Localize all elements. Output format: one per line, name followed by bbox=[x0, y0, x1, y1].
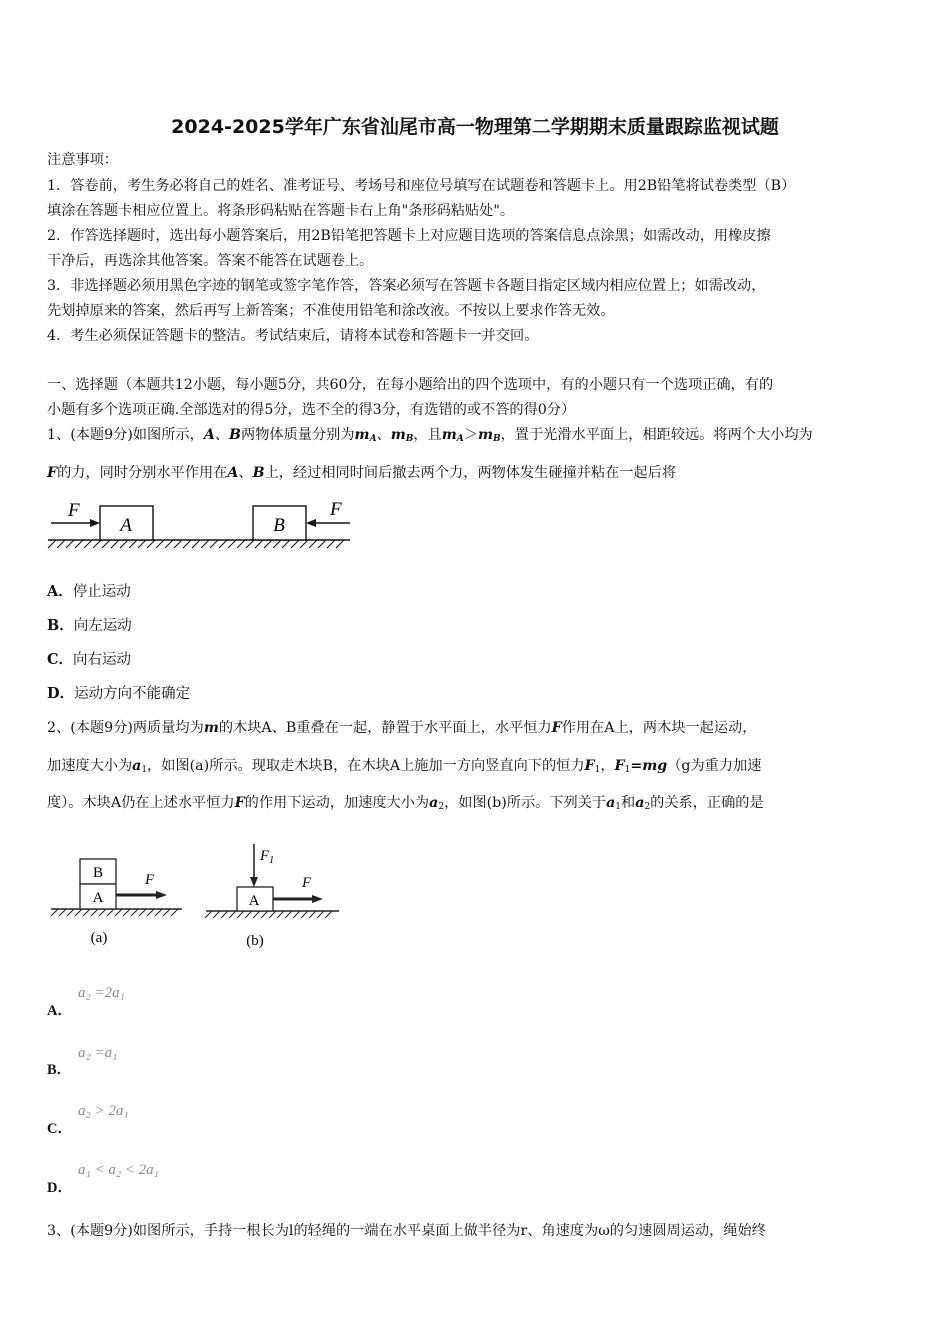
ground-hatch bbox=[115, 909, 122, 916]
ground-hatch bbox=[291, 540, 299, 548]
fig-b-force-label: F bbox=[302, 875, 312, 891]
fig-a-force-label: F bbox=[145, 872, 155, 888]
ground-hatch bbox=[282, 540, 290, 548]
ground-hatch bbox=[129, 540, 137, 548]
ground-hatch bbox=[309, 911, 316, 918]
ground-hatch bbox=[107, 909, 114, 916]
force-label-right: F bbox=[330, 499, 342, 520]
ground-hatch bbox=[111, 540, 119, 548]
q2-option-a-label[interactable]: A． bbox=[47, 1003, 72, 1019]
section-heading: 一、选择题（本题共12小题，每小题5分，共60分，在每小题给出的四个选项中，有的小题只有一个选项正确，有的 bbox=[47, 377, 774, 393]
ground-hatch bbox=[155, 909, 162, 916]
q1-stem-line2: F的力，同时分别水平作用在A、B上，经过相同时间后撤去两个力，两物体发生碰撞并粘在一起后将 bbox=[47, 465, 677, 481]
block-a-label: A bbox=[120, 515, 132, 536]
q3-stem-line1: 3、(本题9分)如图所示，手持一根长为l的轻绳的一端在水平桌面上做半径为r、角速度为ω的匀速圆周运动，绳始终 bbox=[47, 1223, 766, 1239]
q2-figure bbox=[46, 838, 346, 953]
ground-hatch bbox=[205, 911, 212, 918]
ground-hatch bbox=[192, 540, 200, 548]
notice-line: 1．答卷前，考生务必将自己的姓名、准考证号、考场号和座位号填写在试题卷和答题卡上。用2B铅笔将试卷类型（B） bbox=[47, 178, 796, 194]
ground-hatch bbox=[253, 911, 260, 918]
ground-hatch bbox=[147, 540, 155, 548]
ground-hatch bbox=[57, 540, 65, 548]
q2-option-c-label[interactable]: C． bbox=[47, 1121, 72, 1137]
ground-hatch bbox=[210, 540, 218, 548]
q2-stem-line1: 2、(本题9分)两质量均为m的木块A、B重叠在一起，静置于水平面上，水平恒力F作用在A上，两木块一起运动， bbox=[47, 720, 757, 736]
notice-line: 2．作答选择题时，选出每小题答案后，用2B铅笔把答题卡上对应题目选项的答案信息点涂黑；如需改动，用橡皮擦 bbox=[47, 228, 771, 244]
fig-b-caption: (b) bbox=[246, 933, 264, 949]
ground-hatch bbox=[301, 911, 308, 918]
ground-hatch bbox=[84, 540, 92, 548]
notice-line: 先划掉原来的答案，然后再写上新答案；不准使用铅笔和涂改液。不按以上要求作答无效。 bbox=[47, 303, 615, 319]
ground-hatch bbox=[66, 540, 74, 548]
ground-hatch bbox=[264, 540, 272, 548]
ground-hatch bbox=[123, 909, 130, 916]
q1-option-d[interactable]: D．运动方向不能确定 bbox=[47, 685, 191, 702]
notice-line: 3．非选择题必须用黑色字迹的钢笔或签字笔作答，答案必须写在答题卡各题目指定区域内相应位置上；如需改动， bbox=[47, 278, 766, 294]
ground-hatch bbox=[99, 909, 106, 916]
ground-hatch bbox=[221, 911, 228, 918]
ground-hatch bbox=[325, 911, 332, 918]
ground-hatch bbox=[138, 540, 146, 548]
ground-hatch bbox=[171, 909, 178, 916]
ground-hatch bbox=[75, 909, 82, 916]
fig-b-down-label: $F_1$ bbox=[260, 848, 275, 866]
notice-line: 填涂在答题卡相应位置上。将条形码粘贴在答题卡右上角"条形码粘贴处"。 bbox=[47, 203, 515, 219]
ground-hatch bbox=[91, 909, 98, 916]
q1-stem-line1: 1、(本题9分)如图所示，A、B两物体质量分别为$m_A$、$m_B$，且$m_A>m_B$，置于光滑水平面上，相距较远。将两个大小均为 bbox=[47, 427, 813, 444]
ground-hatch bbox=[336, 540, 344, 548]
ground-hatch bbox=[219, 540, 227, 548]
ground-hatch bbox=[293, 911, 300, 918]
ground-hatch bbox=[201, 540, 209, 548]
ground-hatch bbox=[147, 909, 154, 916]
q2-option-b-label[interactable]: B． bbox=[47, 1062, 72, 1078]
ground-hatch bbox=[318, 540, 326, 548]
ground-hatch bbox=[156, 540, 164, 548]
ground-hatch bbox=[183, 540, 191, 548]
q1-figure bbox=[46, 495, 356, 553]
ground-hatch bbox=[48, 540, 56, 548]
q2-stem-line2: 加速度大小为$a_1$，如图(a)所示。现取走木块B，在木块A上施加一方向竖直向下的恒力$F_1$，$F_1=mg(g$为重力加速 bbox=[47, 758, 762, 775]
ground-hatch bbox=[237, 540, 245, 548]
ground-hatch bbox=[93, 540, 101, 548]
q1-option-b[interactable]: B．向左运动 bbox=[47, 617, 132, 634]
ground-hatch bbox=[165, 540, 173, 548]
ground-hatch bbox=[277, 911, 284, 918]
fig-a-caption: (a) bbox=[90, 930, 108, 946]
ground-hatch bbox=[327, 540, 335, 548]
q1-option-a[interactable]: A．停止运动 bbox=[47, 583, 131, 600]
section-heading-cont: 小题有多个选项正确.全部选对的得5分，选不全的得3分，有选错的或不答的得0分） bbox=[47, 402, 576, 418]
ground-hatch bbox=[261, 911, 268, 918]
ground-hatch bbox=[120, 540, 128, 548]
ground-hatch bbox=[228, 540, 236, 548]
ground-hatch bbox=[59, 909, 66, 916]
fig-a-block-a-label: A bbox=[92, 890, 104, 906]
ground-hatch bbox=[229, 911, 236, 918]
q2-option-c-formula: a₂ > 2a₁ bbox=[78, 1103, 129, 1119]
page-title: 2024-2025学年广东省汕尾市高一物理第二学期期末质量跟踪监视试题 bbox=[171, 116, 779, 138]
notice-heading: 注意事项： bbox=[47, 152, 118, 168]
ground-hatch bbox=[174, 540, 182, 548]
ground-hatch bbox=[213, 911, 220, 918]
fig-b-block-a-label: A bbox=[248, 893, 260, 909]
ground-hatch bbox=[269, 911, 276, 918]
ground-hatch bbox=[309, 540, 317, 548]
q2-option-d-formula: a₁ < a₂ < 2a₁ bbox=[78, 1162, 159, 1178]
q2-option-d-label[interactable]: D． bbox=[47, 1180, 72, 1196]
ground-hatch bbox=[317, 911, 324, 918]
notice-line: 4．考生必须保证答题卡的整洁。考试结束后，请将本试卷和答题卡一并交回。 bbox=[47, 328, 539, 344]
ground-hatch bbox=[285, 911, 292, 918]
ground-hatch bbox=[131, 909, 138, 916]
block-b-label: B bbox=[273, 515, 285, 536]
ground-hatch bbox=[75, 540, 83, 548]
q1-option-c[interactable]: C．向右运动 bbox=[47, 651, 132, 668]
q2-option-b-formula: a₂ =a₁ bbox=[78, 1045, 118, 1061]
ground-hatch bbox=[102, 540, 110, 548]
ground-hatch bbox=[300, 540, 308, 548]
fig-a-block-b-label: B bbox=[92, 865, 104, 881]
ground-hatch bbox=[51, 909, 58, 916]
ground-hatch bbox=[237, 911, 244, 918]
force-label-left: F bbox=[68, 500, 80, 521]
ground-hatch bbox=[139, 909, 146, 916]
q2-stem-line3: 度）。木块A仍在上述水平恒力F的作用下运动，加速度大小为$a_2$，如图(b)所示。下列关于$a_1$和$a_2$的关系，正确的是 bbox=[47, 795, 764, 812]
q2-option-a-formula: a₂ =2a₁ bbox=[78, 985, 125, 1001]
ground-hatch bbox=[255, 540, 263, 548]
ground-hatch bbox=[67, 909, 74, 916]
ground-hatch bbox=[163, 909, 170, 916]
ground-hatch bbox=[245, 911, 252, 918]
ground-hatch bbox=[273, 540, 281, 548]
notice-line: 干净后，再选涂其他答案。答案不能答在试题卷上。 bbox=[47, 253, 374, 269]
ground-hatch bbox=[83, 909, 90, 916]
ground-hatch bbox=[246, 540, 254, 548]
